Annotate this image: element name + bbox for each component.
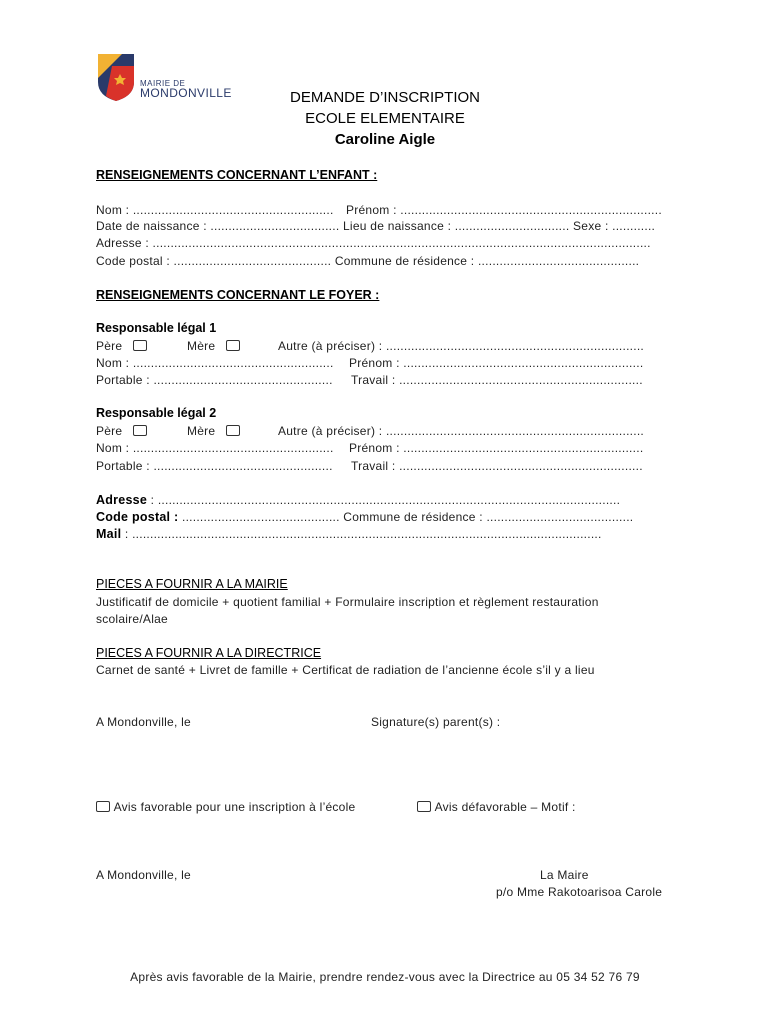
foyer-mail-field — [96, 527, 602, 541]
pieces-mairie-line2: scolaire/Alae — [96, 612, 168, 626]
resp1-mere-option[interactable] — [187, 339, 240, 353]
foyer-cp-field — [96, 510, 633, 524]
logo-text-line1: MAIRIE DE — [140, 79, 186, 88]
resp2-pere-option[interactable] — [96, 424, 147, 438]
resp1-pere-option[interactable] — [96, 339, 147, 353]
enfant-nom-field: Nom : ........................................................ — [96, 203, 334, 217]
pieces-mairie-heading: PIECES A FOURNIR A LA MAIRIE — [96, 577, 288, 591]
avis-favorable-checkbox[interactable] — [96, 801, 110, 812]
resp1-mere-label: Mère — [187, 339, 216, 353]
avis-favorable-label: Avis favorable pour une inscription à l’école — [113, 800, 356, 814]
footer-text: Après avis favorable de la Mairie, prendre rendez-vous avec la Directrice au 05 34 52 76 79 — [130, 970, 640, 984]
resp1-nom-field: Nom : ........................................................ — [96, 356, 334, 370]
maire-titre: La Maire — [540, 868, 589, 882]
signature-lieu: A Mondonville, le — [96, 715, 191, 729]
resp1-portable-field: Portable : .................................................. — [96, 373, 333, 387]
resp1-prenom-field: Prénom : ................................................................... — [349, 356, 644, 370]
maire-lieu: A Mondonville, le — [96, 868, 191, 882]
resp2-portable-field: Portable : .................................................. — [96, 459, 333, 473]
foyer-mail-dots: : ................................................................................................................................... — [121, 527, 602, 541]
resp2-pere-checkbox[interactable] — [133, 425, 147, 436]
resp2-prenom-field: Prénom : ................................................................... — [349, 441, 644, 455]
resp2-autre-field: Autre (à préciser) : ........................................................................ — [278, 424, 644, 438]
avis-defavorable-label: Avis défavorable – Motif : — [434, 800, 576, 814]
enfant-prenom-field: Prénom : ......................................................................... — [346, 203, 662, 217]
foyer-adresse-label: Adresse — [96, 493, 148, 507]
enfant-adresse-field: Adresse : ........................................................................................................................................... — [96, 236, 651, 250]
avis-favorable-option[interactable] — [96, 800, 355, 814]
logo-text-line2: MONDONVILLE — [140, 86, 232, 100]
pieces-directrice-line1: Carnet de santé + Livret de famille + Certificat de radiation de l’ancienne école s’il y a lieu — [96, 663, 595, 677]
resp1-pere-checkbox[interactable] — [133, 340, 147, 351]
foyer-adresse-field — [96, 493, 620, 507]
resp2-pere-label: Père — [96, 424, 123, 438]
foyer-adresse-dots: : ................................................................................................................................. — [147, 493, 621, 507]
pieces-mairie-line1: Justificatif de domicile + quotient familial + Formulaire inscription et règlement restauration — [96, 595, 599, 609]
avis-defavorable-checkbox[interactable] — [417, 801, 431, 812]
resp1-autre-field: Autre (à préciser) : ........................................................................ — [278, 339, 644, 353]
resp2-heading: Responsable légal 2 — [96, 406, 217, 420]
resp2-travail-field: Travail : .................................................................... — [351, 459, 643, 473]
title-line1: DEMANDE D’INSCRIPTION — [289, 89, 480, 106]
enfant-heading: RENSEIGNEMENTS CONCERNANT L’ENFANT : — [96, 168, 378, 182]
maire-nom: p/o Mme Rakotoarisoa Carole — [496, 885, 663, 899]
avis-defavorable-option[interactable] — [417, 800, 576, 814]
enfant-naissance-field: Date de naissance : .................................... Lieu de naissance : ................................ Sexe : ............ — [96, 219, 656, 233]
foyer-heading: RENSEIGNEMENTS CONCERNANT LE FOYER : — [96, 288, 380, 302]
signature-parents: Signature(s) parent(s) : — [371, 715, 501, 729]
resp2-mere-label: Mère — [187, 424, 216, 438]
enfant-cp-field: Code postal : ............................................ Commune de résidence : ............................................. — [96, 254, 640, 268]
foyer-cp-dots: ............................................ Commune de résidence : ......................................... — [178, 510, 634, 524]
title-line3: Caroline Aigle — [334, 131, 436, 148]
pieces-directrice-heading: PIECES A FOURNIR A LA DIRECTRICE — [96, 646, 322, 660]
foyer-mail-label: Mail — [96, 527, 122, 541]
resp1-pere-label: Père — [96, 339, 123, 353]
resp2-nom-field: Nom : ........................................................ — [96, 441, 334, 455]
resp1-travail-field: Travail : .................................................................... — [351, 373, 643, 387]
resp1-mere-checkbox[interactable] — [226, 340, 240, 351]
resp2-mere-checkbox[interactable] — [226, 425, 240, 436]
resp1-heading: Responsable légal 1 — [96, 321, 217, 335]
resp2-mere-option[interactable] — [187, 424, 240, 438]
title-line2: ECOLE ELEMENTAIRE — [305, 110, 465, 127]
foyer-cp-label: Code postal : — [96, 510, 179, 524]
